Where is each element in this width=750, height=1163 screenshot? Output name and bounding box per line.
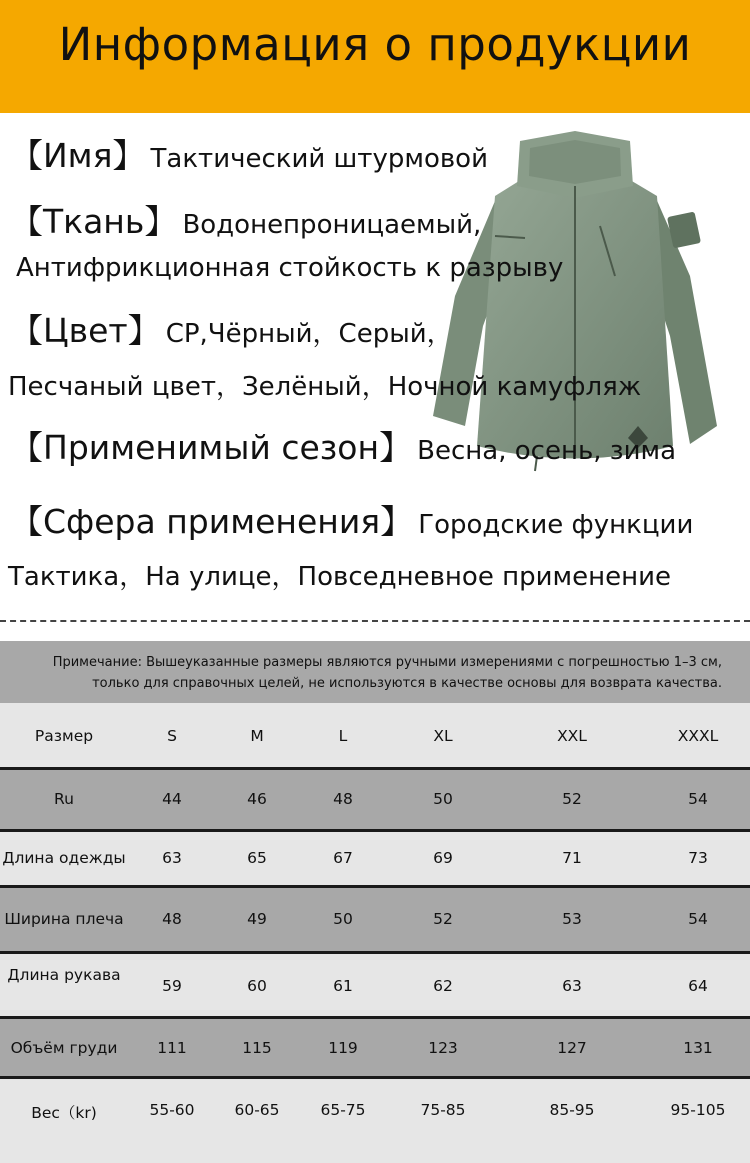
table-cell: 53 (562, 910, 582, 928)
column-header: XXXL (677, 727, 719, 745)
table-cell: 52 (433, 910, 453, 928)
info-color-value-2: Песчаный цвет，Зелёный，Ночной камуфляж (8, 372, 642, 402)
table-cell: 75-85 (420, 1101, 466, 1119)
table-cell: 119 (328, 1039, 358, 1057)
table-cell: 50 (333, 910, 353, 928)
column-header: S (167, 727, 177, 745)
table-cell: 115 (242, 1039, 272, 1057)
column-header-size: Размер (34, 727, 94, 745)
table-cell: 46 (247, 790, 267, 808)
row-label: Длина одежды (2, 849, 126, 867)
table-cell: 69 (433, 849, 453, 867)
table-row (0, 954, 750, 1017)
row-label: Вес（kr) (31, 1104, 97, 1122)
info-fabric-value-2: Антифрикционная стойкость к разрыву (16, 253, 564, 283)
info-fabric-label: 【Ткань】 (10, 202, 178, 241)
table-cell: 44 (162, 790, 182, 808)
table-cell: 60 (247, 977, 267, 995)
table-cell: 73 (688, 849, 708, 867)
table-cell: 52 (562, 790, 582, 808)
measurement-note (0, 641, 750, 703)
info-scope (10, 496, 693, 543)
info-color-value: CP,Чёрный，Серый， (165, 319, 453, 349)
table-cell: 62 (433, 977, 453, 995)
table-cell: 131 (683, 1039, 713, 1057)
info-color (10, 305, 453, 352)
table-cell: 59 (162, 977, 182, 995)
table-cell: 63 (162, 849, 182, 867)
table-row (0, 1019, 750, 1077)
info-season-label: 【Применимый сезон】 (10, 428, 413, 467)
table-cell: 71 (562, 849, 582, 867)
table-row (0, 1079, 750, 1163)
table-cell: 64 (688, 977, 708, 995)
info-color-label: 【Цвет】 (10, 311, 161, 350)
row-label: Объём груди (10, 1039, 118, 1057)
info-fabric (10, 196, 481, 243)
table-cell: 49 (247, 910, 267, 928)
dashed-divider (0, 620, 750, 622)
table-cell: 48 (333, 790, 353, 808)
info-season-value: Весна, осень, зима (417, 436, 677, 466)
table-cell: 55-60 (149, 1101, 195, 1119)
table-row (0, 832, 750, 886)
row-label: Длина рукава (7, 966, 121, 984)
info-name (10, 130, 488, 177)
column-header: XL (433, 727, 453, 745)
info-scope-value-2: Тактика，На улице，Повседневное применение (8, 562, 671, 592)
row-label: Ru (54, 790, 74, 808)
table-cell: 65-75 (320, 1101, 366, 1119)
table-cell: 111 (157, 1039, 187, 1057)
table-cell: 61 (333, 977, 353, 995)
table-cell: 54 (688, 910, 708, 928)
table-row (0, 888, 750, 952)
page-title: Информация о продукции (58, 18, 692, 71)
table-cell: 95-105 (670, 1101, 726, 1119)
info-scope-value: Городские функции (418, 510, 694, 540)
note-line-2: только для справочных целей, не используются в качестве основы для возврата качества. (92, 676, 722, 691)
table-cell: 85-95 (549, 1101, 595, 1119)
info-name-value: Тактический штурмовой (150, 144, 488, 174)
table-row (0, 770, 750, 830)
column-header: XXL (557, 727, 587, 745)
table-cell: 48 (162, 910, 182, 928)
table-cell: 123 (428, 1039, 458, 1057)
table-cell: 65 (247, 849, 267, 867)
row-label: Ширина плеча (4, 910, 124, 928)
info-fabric-value: Водонепроницаемый, (182, 210, 482, 240)
table-cell: 127 (557, 1039, 587, 1057)
table-cell: 60-65 (234, 1101, 280, 1119)
table-cell: 54 (688, 790, 708, 808)
table-header-row (0, 703, 750, 768)
info-season (10, 422, 676, 469)
info-scope-label: 【Сфера применения】 (10, 502, 414, 541)
column-header: L (338, 727, 348, 745)
info-name-label: 【Имя】 (10, 136, 146, 175)
table-cell: 63 (562, 977, 582, 995)
note-line-1: Примечание: Вышеуказанные размеры являются ручными измерениями с погрешностью 1–3 см, (52, 655, 722, 670)
header-banner (0, 0, 750, 113)
table-cell: 50 (433, 790, 453, 808)
column-header: M (250, 727, 264, 745)
table-cell: 67 (333, 849, 353, 867)
